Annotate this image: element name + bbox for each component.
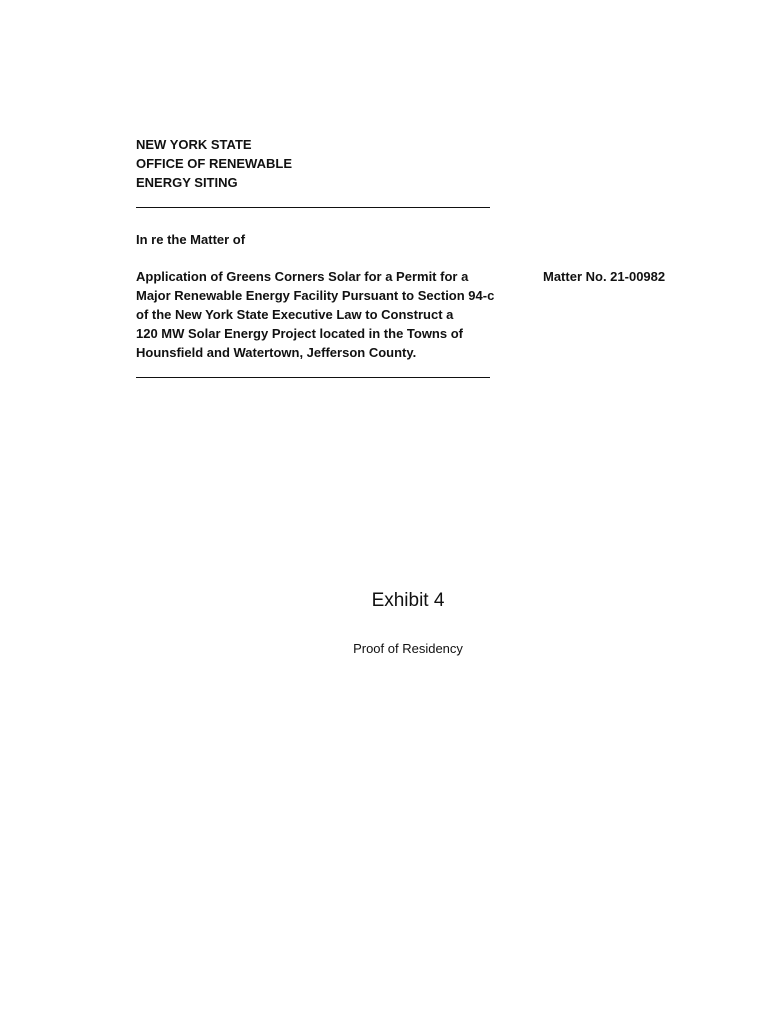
caption-line-4: 120 MW Solar Energy Project located in the Towns of	[136, 326, 463, 341]
caption-line-3: of the New York State Executive Law to Construct a	[136, 307, 454, 322]
exhibit-title: Exhibit 4	[371, 590, 445, 611]
caption-line-5: Hounsfield and Watertown, Jefferson County.	[136, 345, 417, 360]
application-caption	[136, 267, 516, 362]
agency-line-office: OFFICE OF RENEWABLE	[136, 156, 292, 171]
caption-line-1: Application of Greens Corners Solar for a Permit for a	[136, 269, 469, 284]
in-re-label: In re the Matter of	[136, 232, 246, 247]
caption-top-rule	[136, 207, 490, 208]
caption-bottom-rule	[136, 377, 490, 378]
matter-number: Matter No. 21-00982	[543, 269, 666, 284]
exhibit-subtitle: Proof of Residency	[353, 641, 463, 656]
agency-line-state: NEW YORK STATE	[136, 137, 252, 152]
caption-line-2: Major Renewable Energy Facility Pursuant to Section 94-c	[136, 288, 495, 303]
agency-line-siting: ENERGY SITING	[136, 175, 238, 190]
agency-heading	[136, 135, 292, 192]
